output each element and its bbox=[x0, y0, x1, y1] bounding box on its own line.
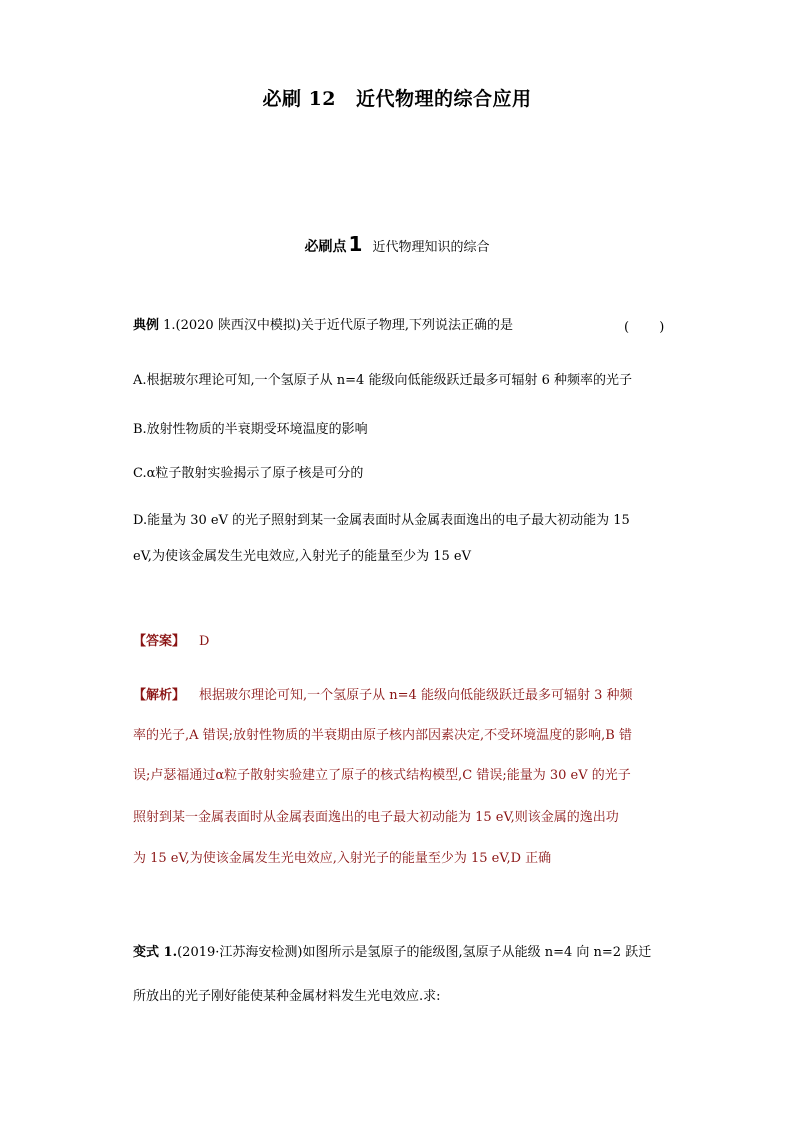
answer-blank: ( ) bbox=[624, 320, 665, 335]
analysis-line-4: 照射到某一金属表面时从金属表面逸出的电子最大初动能为 15 eV,则该金属的逸出功 bbox=[133, 810, 619, 825]
option-b: B.放射性物质的半衰期受环境温度的影响 bbox=[133, 422, 368, 437]
option-c: C.α粒子散射实验揭示了原子核是可分的 bbox=[133, 466, 364, 481]
example-question-text: 1.(2020 陕西汉中模拟)关于近代原子物理,下列说法正确的是 bbox=[159, 318, 514, 333]
analysis-line-2: 率的光子,A 错误;放射性物质的半衰期由原子核内部因素决定,不受环境温度的影响,B 错 bbox=[133, 728, 632, 743]
example-question bbox=[133, 316, 673, 336]
variant-line-2: 所放出的光子刚好能使某种金属材料发生光电效应.求: bbox=[133, 989, 441, 1004]
analysis-line-5: 为 15 eV,为使该金属发生光电效应,入射光子的能量至少为 15 eV,D 正确 bbox=[133, 851, 552, 866]
analysis-text-1: 根据玻尔理论可知,一个氢原子从 n=4 能级向低能级跃迁最多可辐射 3 种频 bbox=[199, 688, 633, 703]
variant-line-1 bbox=[133, 943, 673, 963]
title-number: 必刷 12 bbox=[262, 88, 337, 110]
answer-line bbox=[133, 632, 673, 652]
answer-label: 【答案】 bbox=[133, 634, 186, 649]
section-text: 近代物理知识的综合 bbox=[372, 240, 490, 255]
variant-tag: 变式 1. bbox=[133, 945, 178, 960]
answer-value: D bbox=[199, 634, 210, 649]
option-d-line2: eV,为使该金属发生光电效应,入射光子的能量至少为 15 eV bbox=[133, 549, 471, 564]
analysis-label: 【解析】 bbox=[133, 688, 186, 703]
variant-text-1: (2019·江苏海安检测)如图所示是氢原子的能级图,氢原子从能级 n=4 向 n=2 跃迁 bbox=[177, 945, 652, 960]
title-text: 近代物理的综合应用 bbox=[356, 88, 532, 110]
example-tag: 典例 bbox=[133, 318, 160, 333]
option-a: A.根据玻尔理论可知,一个氢原子从 n=4 能级向低能级跃迁最多可辐射 6 种频率的光子 bbox=[133, 373, 632, 388]
analysis-line-3: 误;卢瑟福通过α粒子散射实验建立了原子的核式结构模型,C 错误;能量为 30 eV 的光子 bbox=[133, 768, 631, 783]
section-heading bbox=[0, 232, 794, 256]
option-d-line1: D.能量为 30 eV 的光子照射到某一金属表面时从金属表面逸出的电子最大初动能为 15 bbox=[133, 513, 630, 528]
section-number: 1 bbox=[348, 232, 363, 256]
page-title bbox=[0, 84, 794, 111]
analysis-line-1 bbox=[133, 686, 673, 706]
section-label: 必刷点 bbox=[304, 239, 347, 255]
